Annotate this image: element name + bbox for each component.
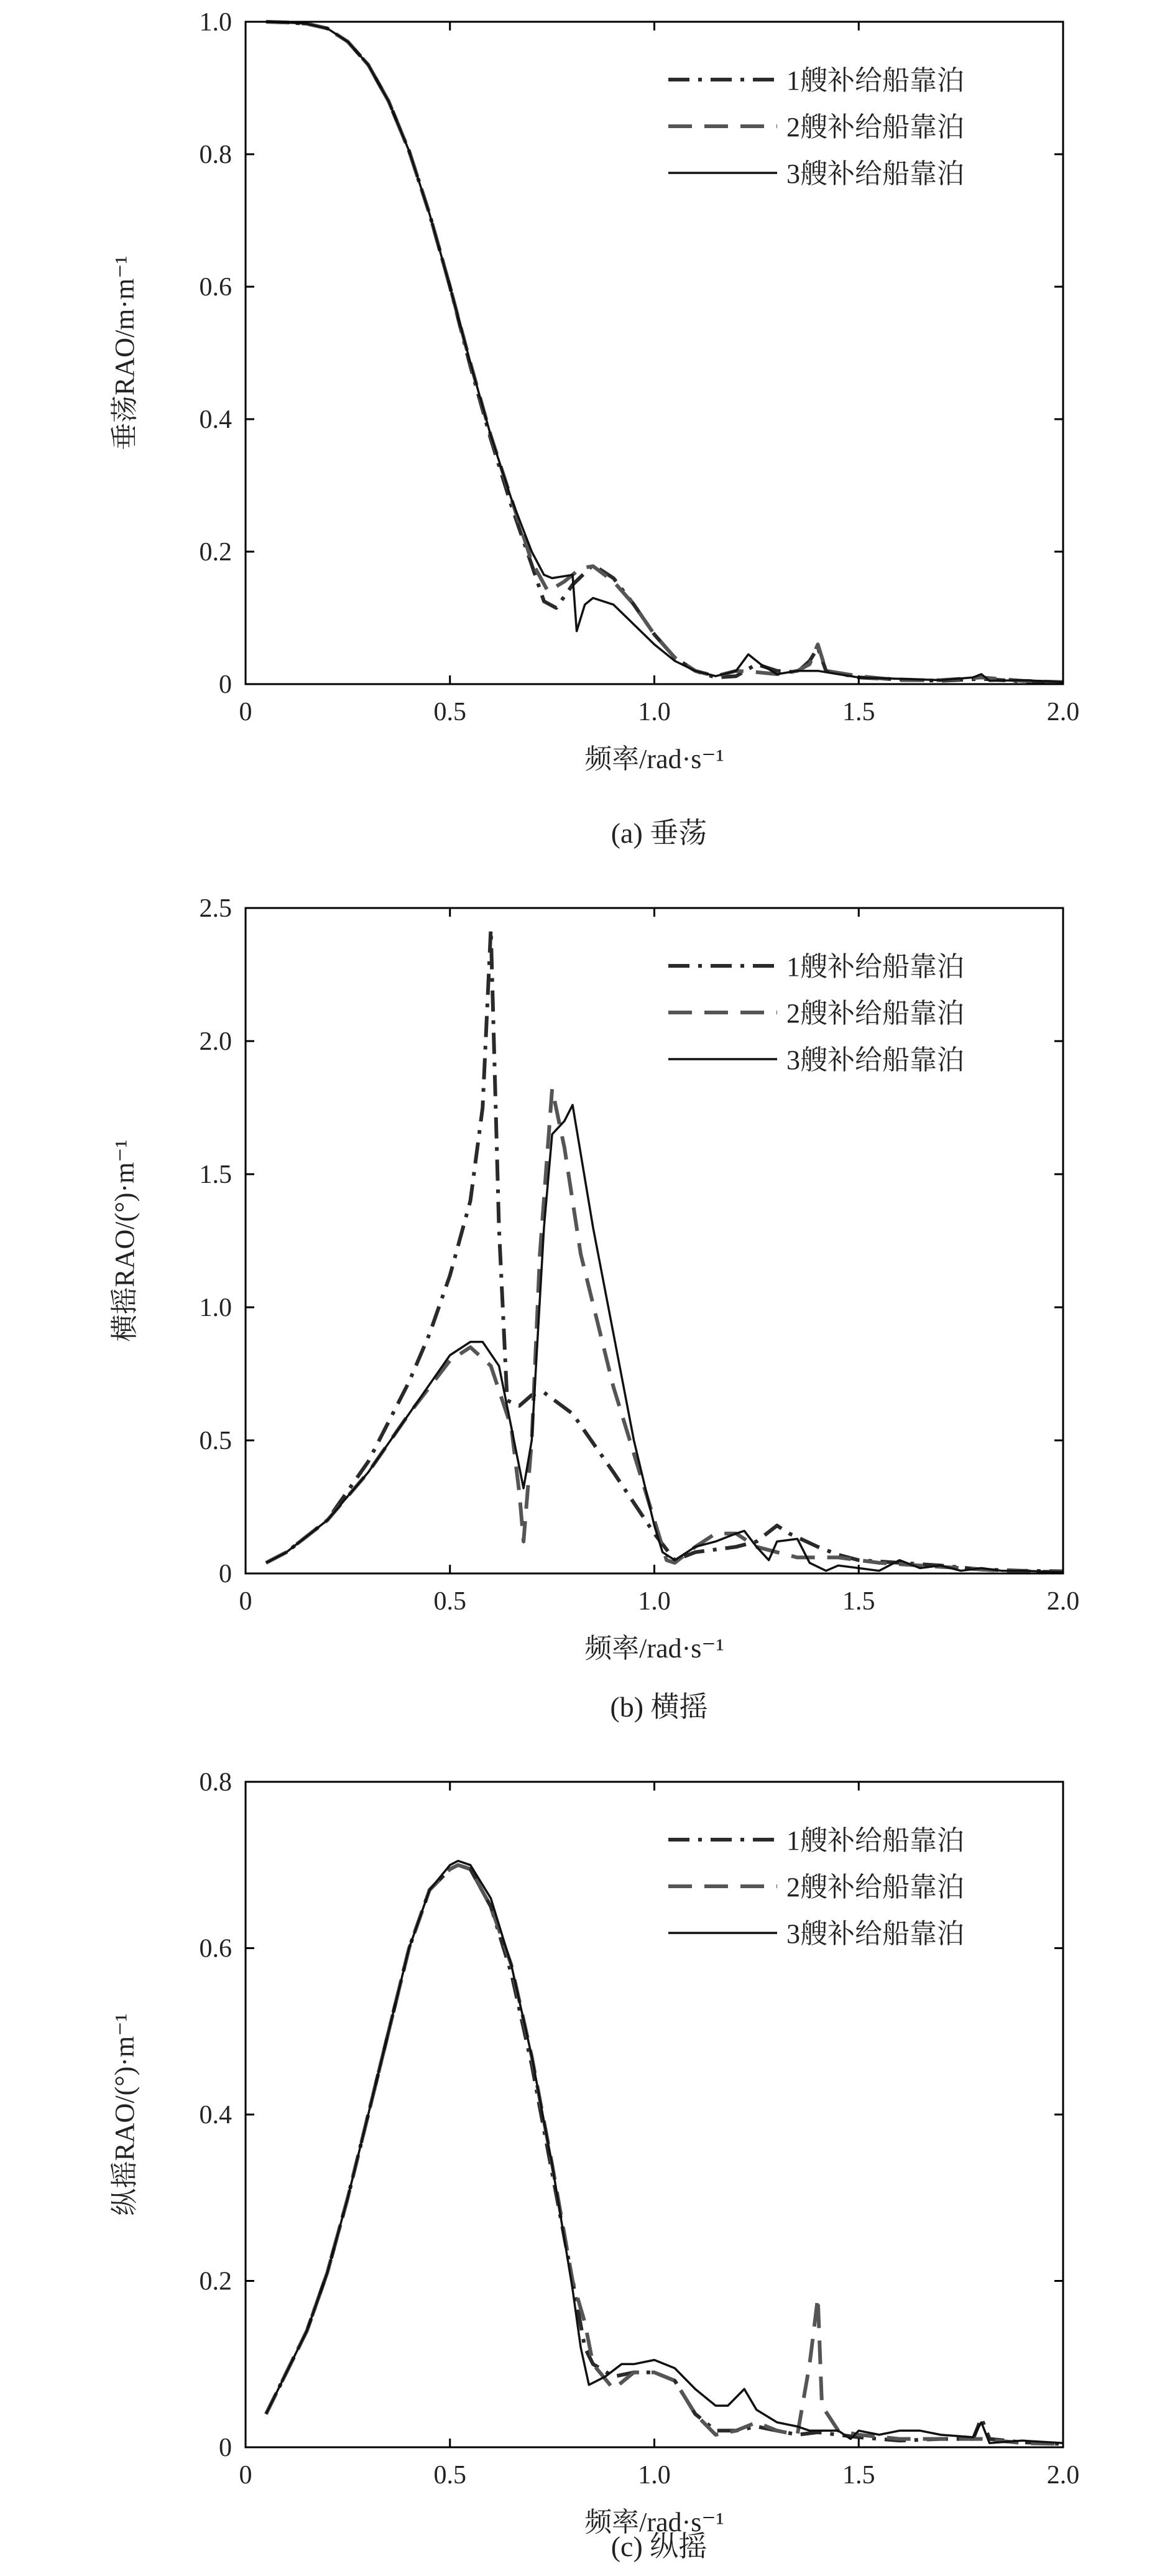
y-tick-label: 0 xyxy=(219,1560,232,1588)
x-tick-label: 0 xyxy=(239,698,252,726)
y-tick-label: 2.0 xyxy=(199,1027,232,1056)
legend-label-2: 2艘补给船靠泊 xyxy=(786,998,964,1029)
legend-label-3: 3艘补给船靠泊 xyxy=(786,1045,964,1075)
x-tick-label: 0.5 xyxy=(433,1587,466,1616)
y-tick-label: 0.2 xyxy=(199,2267,232,2296)
x-tick-label: 0.5 xyxy=(433,2461,466,2490)
y-tick-label: 0.2 xyxy=(199,538,232,567)
x-tick-label: 2.0 xyxy=(1046,1587,1080,1616)
y-tick-label: 0.6 xyxy=(199,1934,232,1963)
x-axis-title: 频率/rad·s⁻¹ xyxy=(584,2507,724,2537)
legend-label-1: 1艘补给船靠泊 xyxy=(786,952,964,982)
y-tick-label: 0.5 xyxy=(199,1427,232,1455)
legend-label-3: 3艘补给船靠泊 xyxy=(786,1919,964,1949)
x-tick-label: 1.0 xyxy=(638,1587,671,1616)
chart-caption: (c) 纵摇 xyxy=(611,2531,707,2562)
chart-caption: (b) 横摇 xyxy=(610,1691,708,1723)
x-axis-title: 频率/rad·s⁻¹ xyxy=(584,744,724,774)
y-tick-label: 2.5 xyxy=(199,894,232,923)
y-tick-label: 0.8 xyxy=(199,141,232,169)
x-tick-label: 1.5 xyxy=(842,1587,875,1616)
y-tick-label: 0.8 xyxy=(199,1768,232,1797)
y-tick-label: 0 xyxy=(219,670,232,699)
legend-label-1: 1艘补给船靠泊 xyxy=(786,65,964,96)
y-tick-label: 0.6 xyxy=(199,273,232,302)
chart-roll xyxy=(109,894,1079,1723)
chart-heave xyxy=(109,8,1079,849)
x-tick-label: 0 xyxy=(239,1587,252,1616)
y-tick-label: 1.0 xyxy=(199,8,232,37)
x-tick-label: 2.0 xyxy=(1046,698,1080,726)
x-tick-label: 2.0 xyxy=(1046,2461,1080,2490)
series-line-2 xyxy=(266,1089,1063,1572)
y-tick-label: 0 xyxy=(219,2434,232,2462)
legend-label-3: 3艘补给船靠泊 xyxy=(786,159,964,189)
legend-label-1: 1艘补给船靠泊 xyxy=(786,1825,964,1856)
y-axis-title: 纵摇RAO/(°)·m⁻¹ xyxy=(109,2013,140,2216)
y-tick-label: 0.4 xyxy=(199,405,232,434)
x-tick-label: 1.0 xyxy=(638,698,671,726)
series-line-3 xyxy=(266,1105,1063,1572)
chart-pitch xyxy=(109,1768,1079,2562)
chart-caption: (a) 垂荡 xyxy=(611,817,707,849)
y-tick-label: 0.4 xyxy=(199,2101,232,2129)
legend-label-2: 2艘补给船靠泊 xyxy=(786,1872,964,1902)
series-line-1 xyxy=(266,1865,1063,2444)
legend-label-2: 2艘补给船靠泊 xyxy=(786,112,964,142)
x-tick-label: 1.5 xyxy=(842,2461,875,2490)
x-tick-label: 1.0 xyxy=(638,2461,671,2490)
x-tick-label: 0 xyxy=(239,2461,252,2490)
y-tick-label: 1.5 xyxy=(199,1161,232,1189)
x-tick-label: 1.5 xyxy=(842,698,875,726)
series-line-2 xyxy=(266,1865,1063,2444)
x-axis-title: 频率/rad·s⁻¹ xyxy=(584,1633,724,1664)
y-axis-title: 垂荡RAO/m·m⁻¹ xyxy=(109,256,140,450)
y-tick-label: 1.0 xyxy=(199,1294,232,1322)
x-tick-label: 0.5 xyxy=(433,698,466,726)
y-axis-title: 横摇RAO/(°)·m⁻¹ xyxy=(109,1139,140,1342)
